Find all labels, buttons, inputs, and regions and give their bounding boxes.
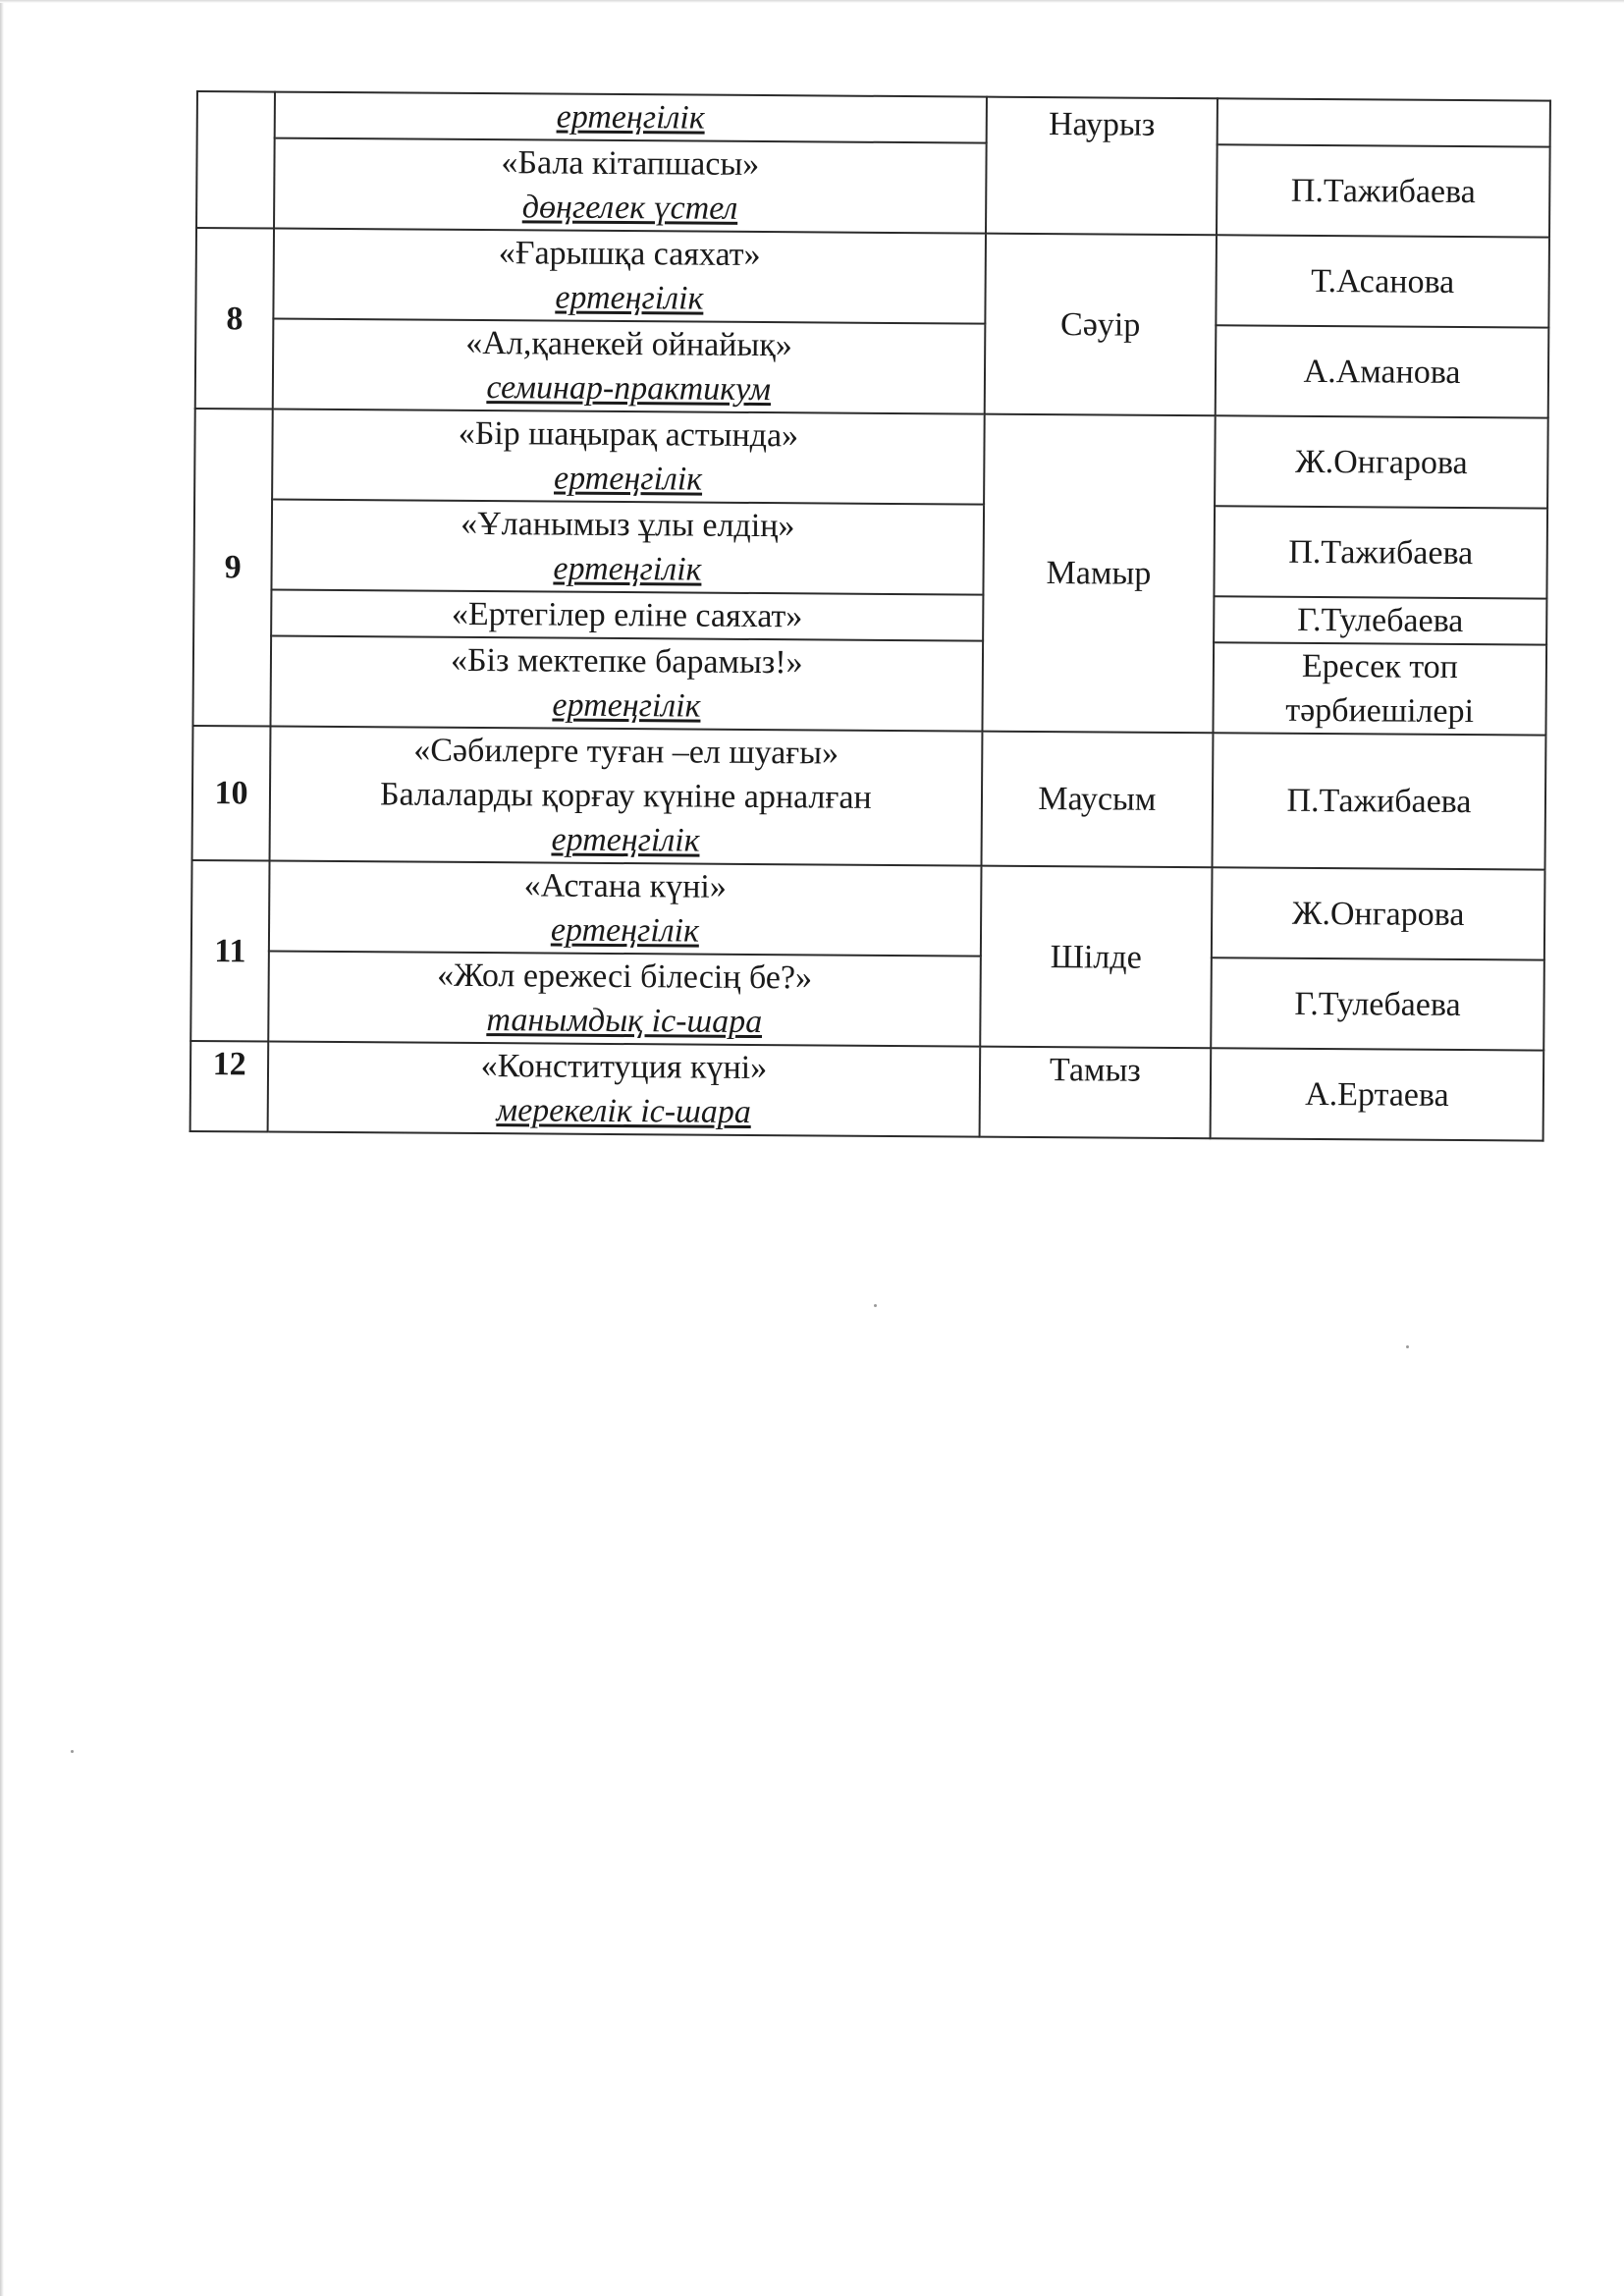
scan-edge bbox=[0, 0, 1624, 3]
event-cell bbox=[273, 319, 985, 414]
event-type: ертеңгілік bbox=[555, 279, 704, 317]
event-cell bbox=[275, 92, 987, 143]
event-type: танымдық іс-шара bbox=[486, 1002, 763, 1041]
row-number: 9 bbox=[192, 409, 272, 727]
event-type: ертеңгілік bbox=[551, 821, 700, 859]
event-type: ертеңгілік bbox=[556, 98, 705, 137]
event-type: ертеңгілік bbox=[553, 550, 702, 588]
event-title: «Біз мектепке барамыз!» bbox=[450, 641, 803, 682]
event-cell bbox=[271, 590, 983, 641]
event-title: «Конституция күні» bbox=[480, 1048, 768, 1087]
event-cell bbox=[274, 138, 986, 234]
table-row bbox=[193, 499, 1547, 599]
event-cell bbox=[269, 861, 981, 957]
scan-speck bbox=[874, 1304, 877, 1307]
month-cell: Шілде bbox=[980, 866, 1213, 1049]
responsible-cell: Г.Тулебаева bbox=[1214, 596, 1546, 644]
table-row bbox=[191, 860, 1545, 960]
event-title: «Ұланымыз ұлы елдің» bbox=[460, 505, 795, 545]
event-cell bbox=[270, 727, 982, 866]
scan-speck bbox=[1406, 1345, 1409, 1348]
event-cell bbox=[268, 952, 980, 1047]
event-title: «Бір шаңырақ астында» bbox=[458, 414, 799, 455]
responsible-cell: П.Тажибаева bbox=[1214, 506, 1547, 598]
table-row bbox=[190, 951, 1544, 1051]
month-cell: Тамыз bbox=[979, 1047, 1211, 1139]
responsible-cell: Ересек топ тәрбиешілері bbox=[1214, 642, 1547, 735]
row-number: 12 bbox=[190, 1041, 269, 1132]
month-cell: Сәуір bbox=[984, 234, 1217, 416]
event-type: ертеңгілік bbox=[553, 460, 703, 498]
table-row bbox=[195, 228, 1549, 328]
event-cell bbox=[268, 1042, 980, 1137]
event-title: «Ғарышқа саяхат» bbox=[498, 235, 761, 274]
responsible-cell: Ж.Онгарова bbox=[1212, 867, 1545, 959]
event-cell bbox=[272, 410, 984, 505]
responsible-cell: Ж.Онгарова bbox=[1215, 415, 1548, 508]
event-subtitle: Балаларды қорғау күніне арналған bbox=[379, 776, 872, 816]
event-title: «Астана күні» bbox=[523, 867, 727, 905]
responsible-cell: А.Ертаева bbox=[1211, 1048, 1544, 1140]
row-number: 10 bbox=[192, 726, 271, 861]
row-number bbox=[196, 91, 275, 229]
event-cell bbox=[272, 500, 984, 595]
responsible-cell bbox=[1218, 98, 1550, 146]
row-number: 8 bbox=[195, 228, 274, 410]
event-cell bbox=[274, 229, 986, 324]
row-number: 11 bbox=[190, 860, 269, 1042]
table-row bbox=[190, 1041, 1544, 1141]
month-cell: Мамыр bbox=[982, 414, 1216, 734]
responsible-cell: Т.Асанова bbox=[1216, 235, 1549, 327]
table-row bbox=[192, 635, 1546, 736]
scan-edge bbox=[0, 0, 4, 2296]
month-cell: Маусым bbox=[981, 732, 1213, 868]
event-title: «Сәбилерге туған –ел шуағы» bbox=[413, 732, 839, 772]
event-type: ертеңгілік bbox=[550, 911, 700, 950]
event-type: дөңгелек үстел bbox=[521, 189, 738, 227]
event-type: ертеңгілік bbox=[552, 686, 701, 725]
responsible-cell: Г.Тулебаева bbox=[1211, 957, 1544, 1050]
responsible-cell: П.Тажибаева bbox=[1217, 144, 1550, 237]
event-type: семинар-практикум bbox=[486, 369, 772, 409]
event-title: «Ал,қанекей ойнайық» bbox=[465, 324, 792, 364]
event-title: «Жол ережесі білесің бе?» bbox=[437, 957, 813, 997]
month-cell: Наурыз bbox=[986, 97, 1218, 236]
events-plan-table bbox=[189, 90, 1551, 1142]
scan-speck bbox=[71, 1750, 74, 1753]
event-title: «Ертегілер еліне саяхат» bbox=[451, 595, 803, 635]
table-row bbox=[196, 137, 1550, 238]
table-row bbox=[192, 726, 1546, 870]
table-row bbox=[194, 409, 1548, 509]
event-cell bbox=[271, 636, 983, 732]
event-type: мерекелік іс-шара bbox=[496, 1092, 751, 1130]
responsible-cell: А.Аманова bbox=[1216, 325, 1549, 417]
responsible-cell: П.Тажибаева bbox=[1213, 733, 1546, 869]
event-title: «Бала кітапшасы» bbox=[501, 144, 760, 184]
table-row bbox=[195, 318, 1549, 418]
